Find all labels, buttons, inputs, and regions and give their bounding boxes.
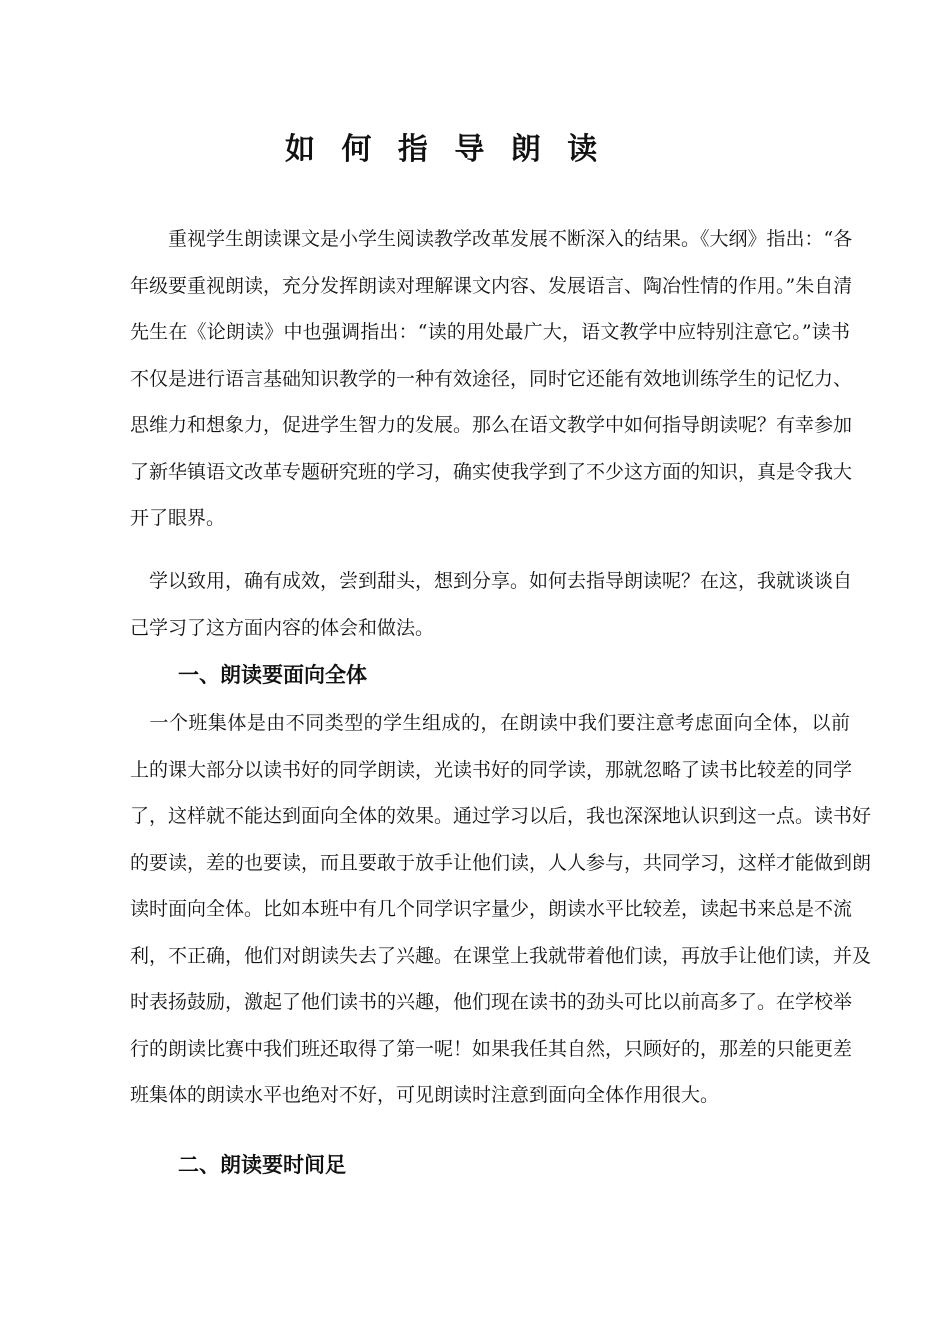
section-heading-1: 一、朗读要面向全体: [178, 663, 367, 687]
paragraph-line: 行的朗读比赛中我们班还取得了第一呢！如果我任其自然，只顾好的，那差的只能更差: [130, 1037, 853, 1060]
paragraph-intro: [130, 216, 853, 542]
paragraph-line: 不仅是进行语言基础知识教学的一种有效途径，同时它还能有效地训练学生的记忆力、: [130, 367, 853, 390]
section-heading-2: 二、朗读要时间足: [178, 1153, 346, 1177]
paragraph-purpose: [130, 558, 853, 651]
paragraph-line: 重视学生朗读课文是小学生阅读教学改革发展不断深入的结果。《大纲》指出：“各: [130, 228, 853, 250]
paragraph-section-1: [130, 700, 872, 1119]
paragraph-line: 上的课大部分以读书好的同学朗读，光读书好的同学读，那就忽略了读书比较差的同学: [130, 758, 853, 781]
paragraph-line: 年级要重视朗读，充分发挥朗读对理解课文内容、发展语言、陶冶性情的作用。”朱自清: [130, 274, 853, 297]
paragraph-line: 读时面向全体。比如本班中有几个同学识字量少，朗读水平比较差，读起书来总是不流: [130, 898, 853, 920]
paragraph-line: 学以致用，确有成效，尝到甜头，想到分享。如何去指导朗读呢？在这，我就谈谈自: [130, 570, 853, 592]
paragraph-line: 己学习了这方面内容的体会和做法。: [130, 616, 435, 639]
paragraph-line: 了，这样就不能达到面向全体的效果。通过学习以后，我也深深地认识到这一点。读书好: [130, 805, 872, 827]
paragraph-line: 的要读，差的也要读，而且要敢于放手让他们读，人人参与，共同学习，这样才能做到朗: [130, 851, 872, 874]
paragraph-line: 班集体的朗读水平也绝对不好，可见朗读时注意到面向全体作用很大。: [130, 1084, 720, 1106]
paragraph-line: 开了眼界。: [130, 507, 226, 529]
paragraph-line: 一个班集体是由不同类型的学生组成的，在朗读中我们要注意考虑面向全体，以前: [130, 712, 850, 734]
paragraph-line: 利，不正确，他们对朗读失去了兴趣。在课堂上我就带着他们读，再放手让他们读，并及: [130, 944, 872, 967]
document-title: 如 何 指 导 朗 读: [285, 132, 606, 167]
paragraph-line: 思维力和想象力，促进学生智力的发展。那么在语文教学中如何指导朗读呢？有幸参加: [130, 414, 853, 436]
paragraph-line: 时表扬鼓励，激起了他们读书的兴趣，他们现在读书的劲头可比以前高多了。在学校举: [130, 991, 853, 1013]
paragraph-line: 先生在《论朗读》中也强调指出：“读的用处最广大，语文教学中应特别注意它。”读书: [130, 321, 850, 343]
paragraph-line: 了新华镇语文改革专题研究班的学习，确实使我学到了不少这方面的知识，真是令我大: [130, 460, 853, 483]
